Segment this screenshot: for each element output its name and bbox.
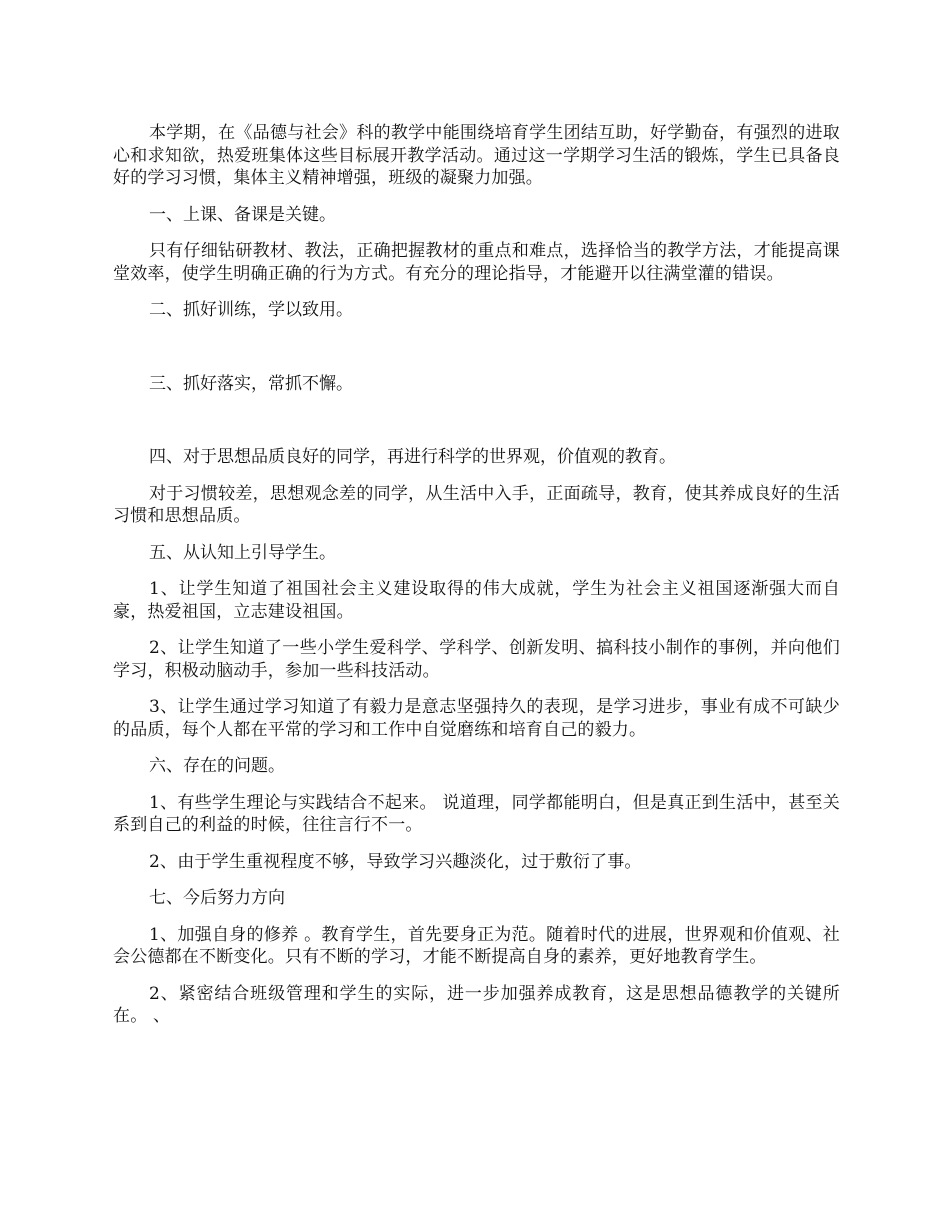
section-heading-6: 六、存在的问题。 — [149, 756, 285, 776]
section-heading-2: 二、抓好训练，学以致用。 — [149, 300, 353, 320]
section-7-item-1: 1、加强自身的修养 。教育学生，首先要身正为范。随着时代的进展，世界观和价值观、社会公德都在不断变化。只有不断的学习，才能不断提高自身的素养，更好地教育学生。 — [113, 924, 840, 967]
section-5-item-3: 3、让学生通过学习知道了有毅力是意志坚强持久的表现，是学习进步，事业有成不可缺少的品质，每个人都在平常的学习和工作中自觉磨练和培育自己的毅力。 — [113, 697, 840, 740]
section-5-item-2: 2、让学生知道了一些小学生爱科学、学科学、创新发明、搞科技小制作的事例，并向他们学习，积极动脑动手，参加一些科技活动。 — [113, 638, 840, 681]
section-heading-4: 四、对于思想品质良好的同学，再进行科学的世界观，价值观的教育。 — [149, 447, 676, 467]
section-6-item-2: 2、由于学生重视程度不够，导致学习兴趣淡化，过于敷衍了事。 — [149, 851, 642, 872]
section-heading-7: 七、今后努力方向 — [149, 888, 285, 908]
section-1-paragraph: 只有仔细钻研教材、教法，正确把握教材的重点和难点，选择恰当的教学方法，才能提高课堂效率，使学生明确正确的行为方式。有充分的理论指导，才能避开以往满堂灌的错误。 — [113, 241, 840, 284]
section-heading-1: 一、上课、备课是关键。 — [149, 204, 336, 225]
section-6-item-1: 1、有些学生理论与实践结合不起来。 说道理，同学都能明白，但是真正到生活中，甚至关系到自己的利益的时候，往往言行不一。 — [113, 792, 840, 835]
section-7-item-2: 2、紧密结合班级管理和学生的实际，进一步加强养成教育，这是思想品德教学的关键所在。 、 — [113, 983, 840, 1026]
section-heading-5: 五、从认知上引导学生。 — [149, 542, 336, 563]
section-heading-3: 三、抓好落实，常抓不懈。 — [149, 373, 353, 394]
section-4-paragraph: 对于习惯较差，思想观念差的同学，从生活中入手，正面疏导，教育，使其养成良好的生活习惯和思想品质。 — [113, 483, 840, 526]
document-body — [113, 122, 840, 1042]
intro-paragraph: 本学期，在《品德与社会》科的教学中能围绕培育学生团结互助，好学勤奋，有强烈的进取心和求知欲，热爱班集体这些目标展开教学活动。通过这一学期学习生活的锻炼，学生已具备良好的学习习惯，集体主义精神增强，班级的凝聚力加强。 — [113, 123, 840, 188]
blank-gap — [113, 336, 840, 373]
section-5-item-1: 1、让学生知道了祖国社会主义建设取得的伟大成就，学生为社会主义祖国逐渐强大而自豪，热爱祖国，立志建设祖国。 — [113, 579, 840, 622]
blank-gap — [113, 409, 840, 446]
